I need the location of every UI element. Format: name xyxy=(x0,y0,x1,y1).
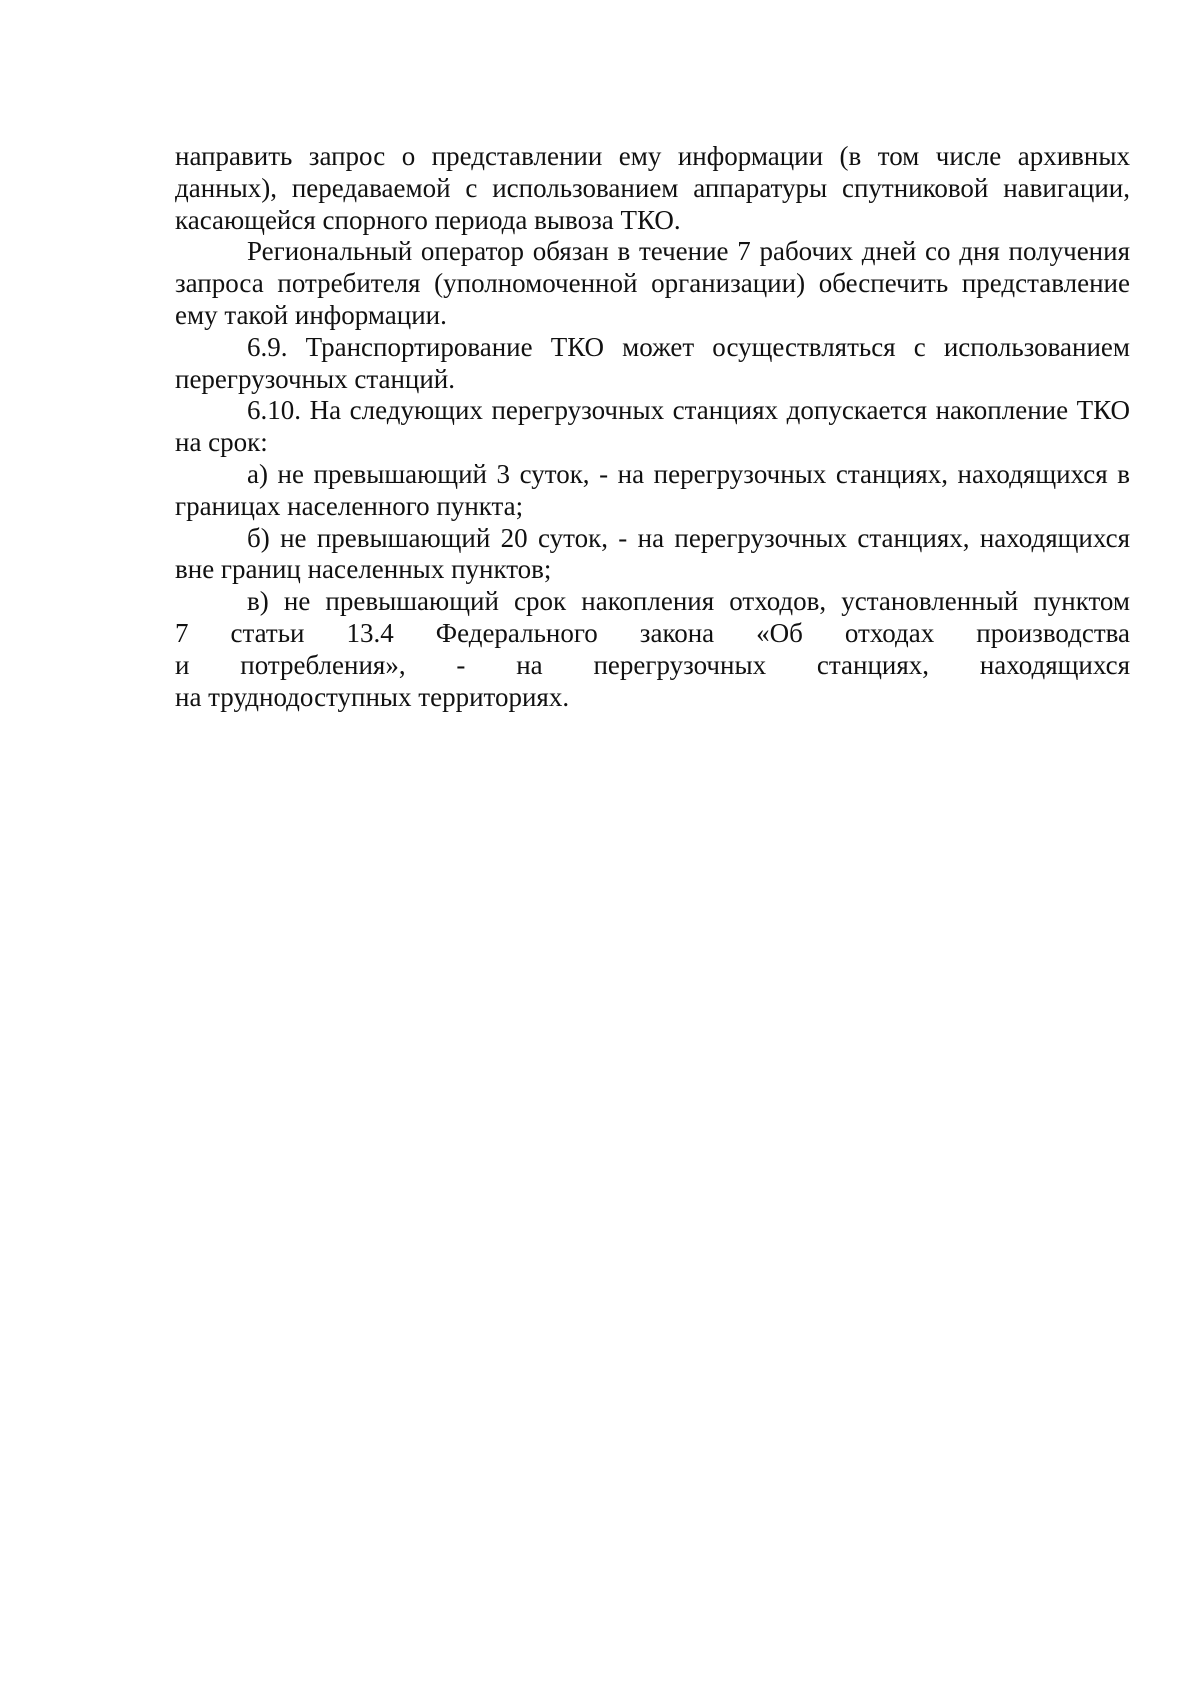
paragraph-request-info: направить запрос о представлении ему информации (в том числе архивных данных), передаваемой с использованием аппаратуры спутниковой навигации, касающейся спорного периода вывоза ТКО. xyxy=(175,141,1130,235)
paragraph-item-v-line-2: 7 статьи 13.4 Федерального закона «Об отходах производства xyxy=(175,617,1130,648)
paragraph-6-9: 6.9. Транспортирование ТКО может осуществляться с использованием перегрузочных станций. xyxy=(175,331,1130,394)
paragraph-item-v-line-1: в) не превышающий срок накопления отходов, установленный пунктом xyxy=(247,586,1130,617)
paragraph-item-a: а) не превышающий 3 суток, - на перегрузочных станциях, находящихся в границах населенного пункта; xyxy=(175,458,1130,521)
paragraph-6-10: 6.10. На следующих перегрузочных станциях допускается накопление ТКО на срок: xyxy=(175,395,1130,458)
paragraph-item-v-line-4: на труднодоступных территориях. xyxy=(175,681,570,712)
paragraph-item-v xyxy=(175,586,1130,713)
document-body xyxy=(175,141,1130,713)
paragraph-item-v-line-3: и потребления», - на перегрузочных станциях, находящихся xyxy=(175,649,1130,680)
paragraph-item-b: б) не превышающий 20 суток, - на перегрузочных станциях, находящихся вне границ населенных пунктов; xyxy=(175,522,1130,585)
paragraph-operator-obligation: Региональный оператор обязан в течение 7 рабочих дней со дня получения запроса потребителя (уполномоченной организации) обеспечить представление ему такой информации. xyxy=(175,236,1130,330)
